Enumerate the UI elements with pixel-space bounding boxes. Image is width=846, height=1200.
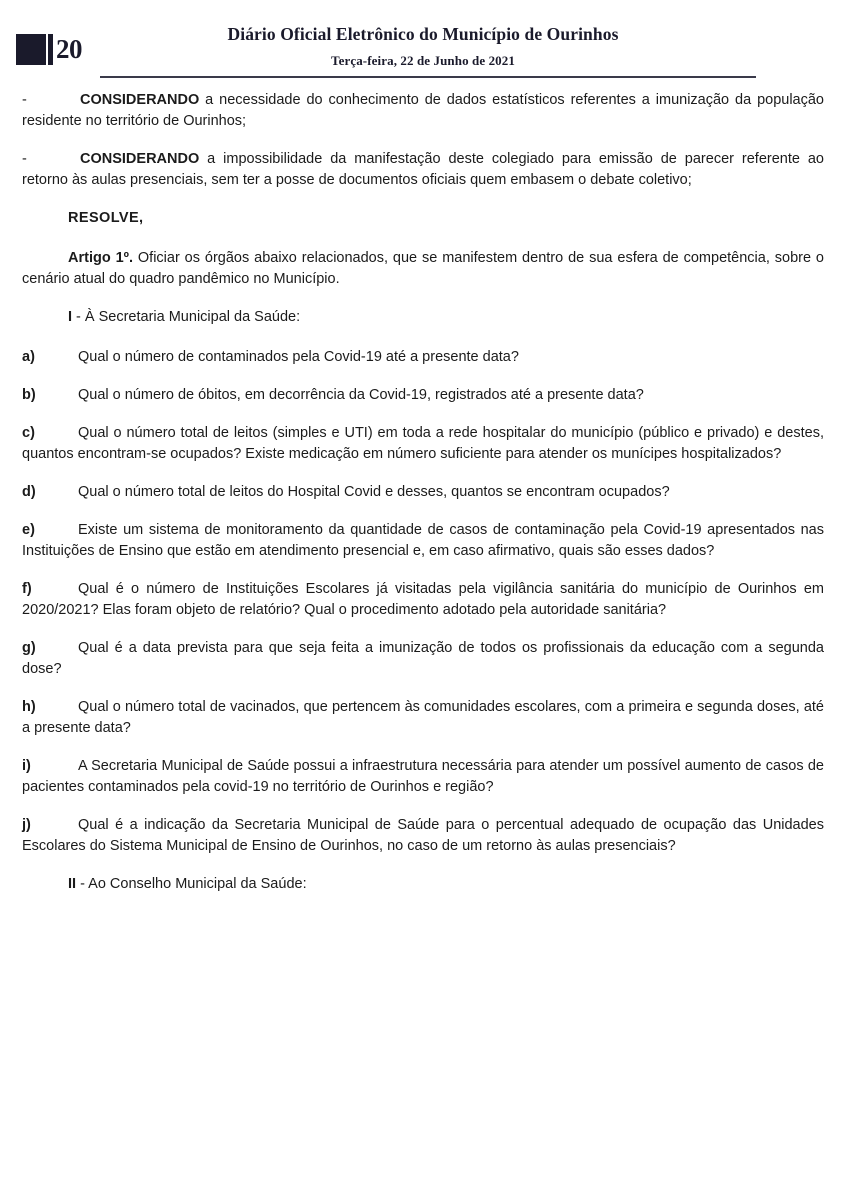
list-item <box>22 579 824 621</box>
item-text-c: Qual o número total de leitos (simples e UTI) em toda a rede hospitalar do município (público e privado) e destes, quantos encontram-se ocupados? Existe medicação em número suficiente para atender os munícipes hospitalizados? <box>22 425 824 463</box>
section-1-title: - À Secretaria Municipal da Saúde: <box>72 309 301 326</box>
page-number-marker <box>16 34 46 65</box>
item-letter-j: j) <box>22 817 31 834</box>
item-letter-b: b) <box>22 387 36 404</box>
masthead-title: Diário Oficial Eletrônico do Município de Ourinhos <box>227 24 619 44</box>
item-letter-a: a) <box>22 349 35 366</box>
item-text-d: Qual o número total de leitos do Hospital Covid e desses, quantos se encontram ocupados? <box>78 484 670 501</box>
list-item <box>22 697 824 739</box>
list-item <box>22 756 824 798</box>
section-2-marker: II <box>68 876 77 893</box>
artigo-1-text: Oficiar os órgãos abaixo relacionados, que se manifestem dentro de sua esfera de competência, sobre o cenário atual do quadro pandêmico no Município. <box>22 250 824 288</box>
considerando-1-dash: - <box>22 92 27 108</box>
document-body <box>0 86 846 895</box>
list-item <box>22 423 824 465</box>
page-number-bar <box>48 34 53 65</box>
considerando-2-keyword: CONSIDERANDO <box>80 151 200 168</box>
item-text-h: Qual o número total de vacinados, que pertencem às comunidades escolares, com a primeira e segunda doses, até a presente data? <box>22 699 824 737</box>
item-text-i: A Secretaria Municipal de Saúde possui a infraestrutura necessária para atender um possível aumento de casos de pacientes contaminados pela covid-19 no território de Ourinhos e região? <box>22 758 824 796</box>
page-number-text: 20 <box>56 33 82 64</box>
item-letter-h: h) <box>22 699 36 716</box>
item-letter-e: e) <box>22 522 35 539</box>
item-letter-d: d) <box>22 484 36 501</box>
list-item <box>22 482 824 503</box>
considerando-1-keyword: CONSIDERANDO <box>80 92 200 108</box>
artigo-1-label: Artigo 1º. <box>68 250 133 267</box>
list-item <box>22 385 824 406</box>
considerando-2-dash: - <box>22 151 27 168</box>
section-heading-1 <box>22 307 824 328</box>
masthead <box>0 0 846 69</box>
item-letter-i: i) <box>22 758 31 775</box>
list-item <box>22 520 824 562</box>
item-text-j: Qual é a indicação da Secretaria Municipal de Saúde para o percentual adequado de ocupação das Unidades Escolares do Sistema Municipal de Ensino de Ourinhos, no caso de um retorno às aulas presenciais? <box>22 817 824 855</box>
considerando-2-text: a impossibilidade da manifestação deste colegiado para emissão de parecer referente ao retorno às aulas presenciais, sem ter a posse de documentos oficiais quem embasem o debate coletivo; <box>22 151 824 189</box>
item-text-a: Qual o número de contaminados pela Covid-19 até a presente data? <box>78 349 519 366</box>
section-heading-2 <box>22 874 824 895</box>
item-letter-c: c) <box>22 425 35 442</box>
section-1-marker: I <box>68 309 73 326</box>
item-text-e: Existe um sistema de monitoramento da quantidade de casos de contaminação pela Covid-19 apresentados nas Instituições de Ensino que estão em atendimento presencial e, em caso afirmativo, quais são esses dados? <box>22 522 824 560</box>
paragraph-artigo-1 <box>22 248 824 290</box>
item-text-f: Qual é o número de Instituições Escolares já visitadas pela vigilância sanitária do município de Ourinhos em 2020/2021? Elas foram objeto de relatório? Qual o procedimento adotado pela autoridade sanitária? <box>22 581 824 619</box>
list-item <box>22 347 824 368</box>
resolve-label: RESOLVE, <box>68 210 144 227</box>
page-number <box>16 32 82 66</box>
list-item <box>22 815 824 857</box>
list-item <box>22 638 824 680</box>
header-divider <box>100 76 756 78</box>
item-text-b: Qual o número de óbitos, em decorrência da Covid-19, registrados até a presente data? <box>78 387 644 404</box>
section-2-title: - Ao Conselho Municipal da Saúde: <box>76 876 307 893</box>
considerando-1-text: a necessidade do conhecimento de dados estatísticos referentes a imunização da população residente no território de Ourinhos; <box>22 92 824 130</box>
item-text-g: Qual é a data prevista para que seja feita a imunização de todos os profissionais da educação com a segunda dose? <box>22 640 824 678</box>
masthead-date: Terça-feira, 22 de Junho de 2021 <box>331 53 515 68</box>
resolve-heading <box>22 208 824 229</box>
paragraph-considerando-1 <box>22 90 824 132</box>
paragraph-considerando-2 <box>22 149 824 191</box>
item-letter-f: f) <box>22 581 32 598</box>
page-header <box>0 0 846 86</box>
item-letter-g: g) <box>22 640 36 657</box>
